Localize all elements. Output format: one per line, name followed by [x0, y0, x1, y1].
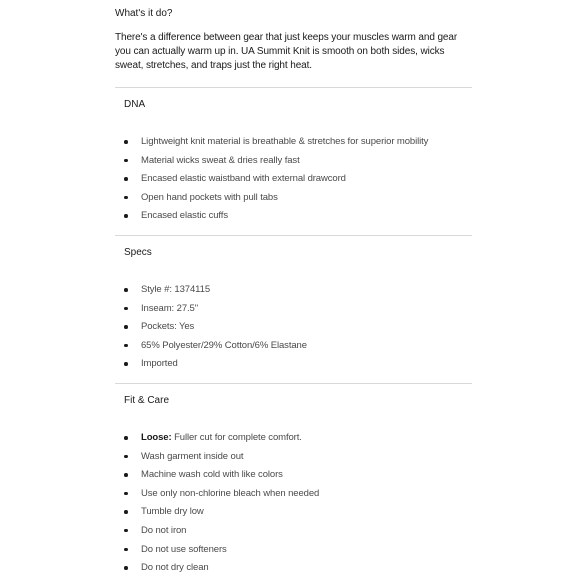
- dna-heading: DNA: [124, 99, 146, 110]
- specs-heading: Specs: [124, 247, 152, 258]
- fit-description: Fuller cut for complete comfort.: [171, 432, 302, 443]
- list-item: Use only non-chlorine bleach when needed: [124, 487, 319, 506]
- what-it-does-heading: What's it do?: [115, 8, 173, 19]
- what-it-does-description: There's a difference between gear that just keeps your muscles warm and gear you can actually warm up in. UA Summit Knit is smooth on both sides, wicks sweat, stretches, and traps just the right heat.: [115, 32, 458, 71]
- fit-care-list: [124, 431, 319, 580]
- specs-list: [124, 283, 307, 376]
- divider: [115, 383, 472, 384]
- divider: [115, 235, 472, 236]
- list-item: Material wicks sweat & dries really fast: [124, 154, 428, 173]
- list-item: Imported: [124, 357, 307, 376]
- list-item: Wash garment inside out: [124, 450, 319, 469]
- list-item: Lightweight knit material is breathable & stretches for superior mobility: [124, 135, 428, 154]
- dna-list: [124, 135, 428, 228]
- list-item: Style #: 1374115: [124, 283, 307, 302]
- list-item: Pockets: Yes: [124, 320, 307, 339]
- list-item: Tumble dry low: [124, 505, 319, 524]
- list-item: Machine wash cold with like colors: [124, 468, 319, 487]
- list-item: Open hand pockets with pull tabs: [124, 191, 428, 210]
- list-item: Encased elastic waistband with external drawcord: [124, 172, 428, 191]
- list-item: Encased elastic cuffs: [124, 209, 428, 228]
- list-item: 65% Polyester/29% Cotton/6% Elastane: [124, 339, 307, 358]
- fit-care-heading: Fit & Care: [124, 395, 170, 406]
- list-item: Inseam: 27.5": [124, 302, 307, 321]
- list-item: [124, 431, 319, 450]
- list-item: Do not iron: [124, 524, 319, 543]
- list-item: Do not dry clean: [124, 561, 319, 580]
- divider: [115, 87, 472, 88]
- list-item: Do not use softeners: [124, 543, 319, 562]
- fit-label: Loose:: [141, 432, 172, 443]
